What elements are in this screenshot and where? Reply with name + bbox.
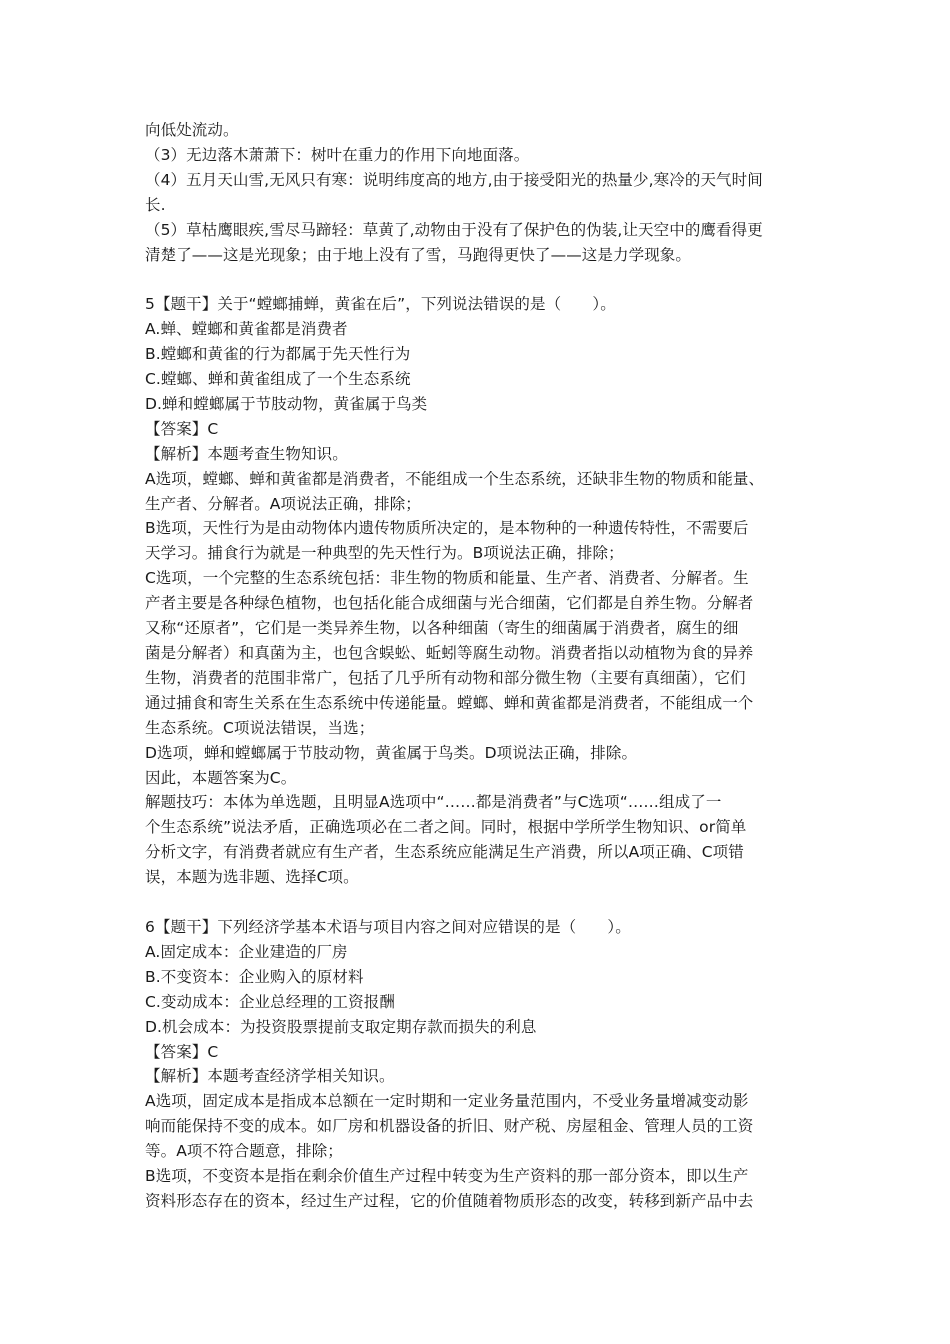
option-d: D.蝉和螳螂属于节肢动物，黄雀属于鸟类	[145, 394, 428, 413]
analysis-line: 菌是分解者）和真菌为主，也包含蜈蚣、蚯蚓等腐生动物。消费者指以动植物为食的异养	[145, 644, 754, 663]
text-line: （3）无边落木萧萧下：树叶在重力的作用下向地面落。	[145, 145, 530, 164]
paragraph-gap	[145, 267, 825, 292]
question-5	[145, 292, 825, 890]
option-d: D.机会成本：为投资股票提前支取定期存款而损失的利息	[145, 1017, 537, 1036]
analysis-line: 天学习。捕食行为就是一种典型的先天性行为。B项说法正确，排除；	[145, 544, 624, 563]
analysis-line: A选项，固定成本是指成本总额在一定时期和一定业务量范围内，不受业务量增减变动影	[145, 1092, 749, 1111]
analysis-line: 分析文字，有消费者就应有生产者，生态系统应能满足生产消费，所以A项正确、C项错	[145, 843, 744, 862]
answer: 【答案】C	[145, 1042, 219, 1061]
analysis-line: 误，本题为选非题、选择C项。	[145, 868, 359, 887]
option-c: C.螳螂、蝉和黄雀组成了一个生态系统	[145, 370, 411, 389]
analysis-line: 【解析】本题考查经济学相关知识。	[145, 1067, 395, 1086]
analysis-line: 生物，消费者的范围非常广，包括了几乎所有动物和部分微生物（主要有真细菌），它们	[145, 668, 746, 687]
analysis-line: 解题技巧：本体为单选题，且明显A选项中“……都是消费者”与C选项“……组成了一	[145, 793, 722, 812]
option-c: C.变动成本：企业总经理的工资报酬	[145, 992, 395, 1011]
analysis-line: 又称“还原者”，它们是一类异养生物，以各种细菌（寄生的细菌属于消费者，腐生的细	[145, 619, 739, 638]
analysis-line: B选项，天性行为是由动物体内遗传物质所决定的，是本物种的一种遗传特性，不需要后	[145, 519, 749, 538]
analysis-line: 个生态系统”说法矛盾，正确选项必在二者之间。同时，根据中学所学生物知识、or简单	[145, 818, 747, 837]
analysis-line: D选项，蝉和螳螂属于节肢动物，黄雀属于鸟类。D项说法正确，排除。	[145, 743, 638, 762]
analysis-line: C选项，一个完整的生态系统包括：非生物的物质和能量、生产者、消费者、分解者。生	[145, 569, 749, 588]
analysis-line: 通过捕食和寄生关系在生态系统中传递能量。螳螂、蝉和黄雀都是消费者，不能组成一个	[145, 693, 754, 712]
paragraph-gap	[145, 890, 825, 915]
analysis-line: A选项，螳螂、蝉和黄雀都是消费者，不能组成一个生态系统，还缺非生物的物质和能量、	[145, 469, 765, 488]
option-b: B.螳螂和黄雀的行为都属于先天性行为	[145, 345, 411, 364]
text-line: 长.	[145, 195, 166, 214]
analysis-line: 资料形态存在的资本，经过生产过程，它的价值随着物质形态的改变，转移到新产品中去	[145, 1191, 754, 1210]
answer: 【答案】C	[145, 419, 219, 438]
text-line: （5）草枯鹰眼疾,雪尽马蹄轻：草黄了,动物由于没有了保护色的伪装,让天空中的鹰看得更	[145, 220, 763, 239]
text-line: （4）五月天山雪,无风只有寒：说明纬度高的地方,由于接受阳光的热量少,寒冷的天气时间	[145, 170, 763, 189]
analysis-line: 生态系统。C项说法错误，当选；	[145, 718, 375, 737]
analysis-line: B选项，不变资本是指在剩余价值生产过程中转变为生产资料的那一部分资本，即以生产	[145, 1167, 749, 1186]
intro-section	[145, 118, 825, 267]
analysis-line: 【解析】本题考查生物知识。	[145, 444, 348, 463]
option-a: A.固定成本：企业建造的厂房	[145, 942, 348, 961]
option-a: A.蝉、螳螂和黄雀都是消费者	[145, 320, 348, 339]
analysis-line: 产者主要是各种绿色植物，也包括化能合成细菌与光合细菌，它们都是自养生物。分解者	[145, 594, 754, 613]
question-6	[145, 915, 825, 1214]
text-line: 向低处流动。	[145, 121, 239, 139]
question-stem: 6【题干】下列经济学基本术语与项目内容之间对应错误的是（ ）。	[145, 917, 631, 936]
analysis-line: 因此，本题答案为C。	[145, 768, 297, 787]
option-b: B.不变资本：企业购入的原材料	[145, 967, 364, 986]
question-stem: 5【题干】关于“螳螂捕蝉，黄雀在后”，下列说法错误的是（ ）。	[145, 295, 616, 314]
analysis-line: 生产者、分解者。A项说法正确，排除；	[145, 494, 421, 513]
text-line: 清楚了——这是光现象；由于地上没有了雪，马跑得更快了——这是力学现象。	[145, 245, 692, 264]
document-page	[145, 118, 825, 1214]
analysis-line: 等。A项不符合题意，排除；	[145, 1142, 343, 1161]
analysis-line: 响而能保持不变的成本。如厂房和机器设备的折旧、财产税、房屋租金、管理人员的工资	[145, 1117, 754, 1136]
